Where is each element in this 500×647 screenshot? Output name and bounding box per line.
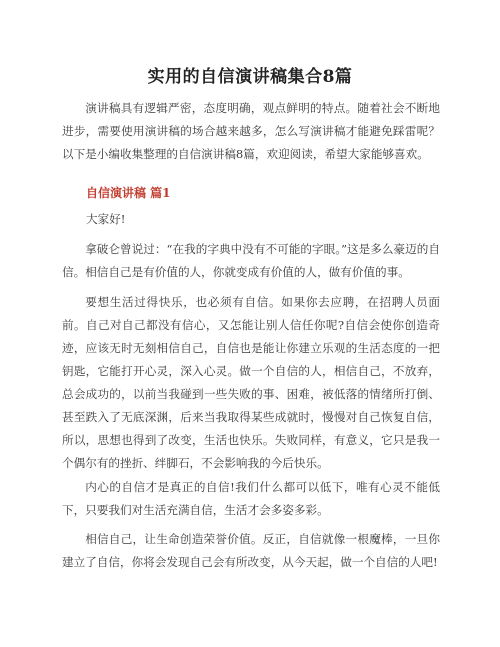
body-paragraph-2: 要想生活过得快乐，也必须有自信。如果你去应聘，在招聘人员面前。自己对自己都没有信心，又怎能让别人信任你呢?自信会使你创造奇迹，应该无时无刻相信自己，自信也是能让你建立乐观的生活态度的一把钥匙，它能打开心灵，深入心灵。做一个自信的人，相信自己，不放弃，总会成功的，以前当我碰到一些失败的事、困难，被低落的情绪所打倒、甚至跌入了无底深渊，后来当我取得某些成就时，慢慢对自己恢复自信，所以，思想也得到了改变，生活也快乐。失败同样，有意义，它只是我一个偶尔有的挫折、绊脚石，不会影响我的今后快乐。 bbox=[62, 295, 440, 470]
intro-paragraph: 演讲稿具有逻辑严密，态度明确，观点鲜明的特点。随着社会不断地进步，需要使用演讲稿的场合越来越多，怎么写演讲稿才能避免踩雷呢？以下是小编收集整理的自信演讲稿8篇，欢迎阅读，希望大家能够喜欢。 bbox=[62, 101, 440, 161]
body-paragraph-4: 相信自己，让生命创造荣誉价值。反正，自信就像一根魔棒，一旦你建立了自信，你将会发现自己会有所改变，从今天起，做一个自信的人吧! bbox=[62, 532, 440, 569]
body-paragraph-3: 内心的自信才是真正的自信!我们什么都可以低下，唯有心灵不能低下，只要我们对生活充满自信，生活才会多姿多彩。 bbox=[62, 480, 440, 517]
body-paragraph-1: 拿破仑曾说过：“在我的字典中没有不可能的字眼。”这是多么豪迈的自信。相信自己是有价值的人，你就变成有价值的人，做有价值的事。 bbox=[62, 242, 440, 279]
greeting-text: 大家好! bbox=[86, 212, 126, 226]
document-title: 实用的自信演讲稿集合8篇 bbox=[147, 67, 353, 87]
section-heading: 自信演讲稿 篇1 bbox=[86, 186, 171, 200]
